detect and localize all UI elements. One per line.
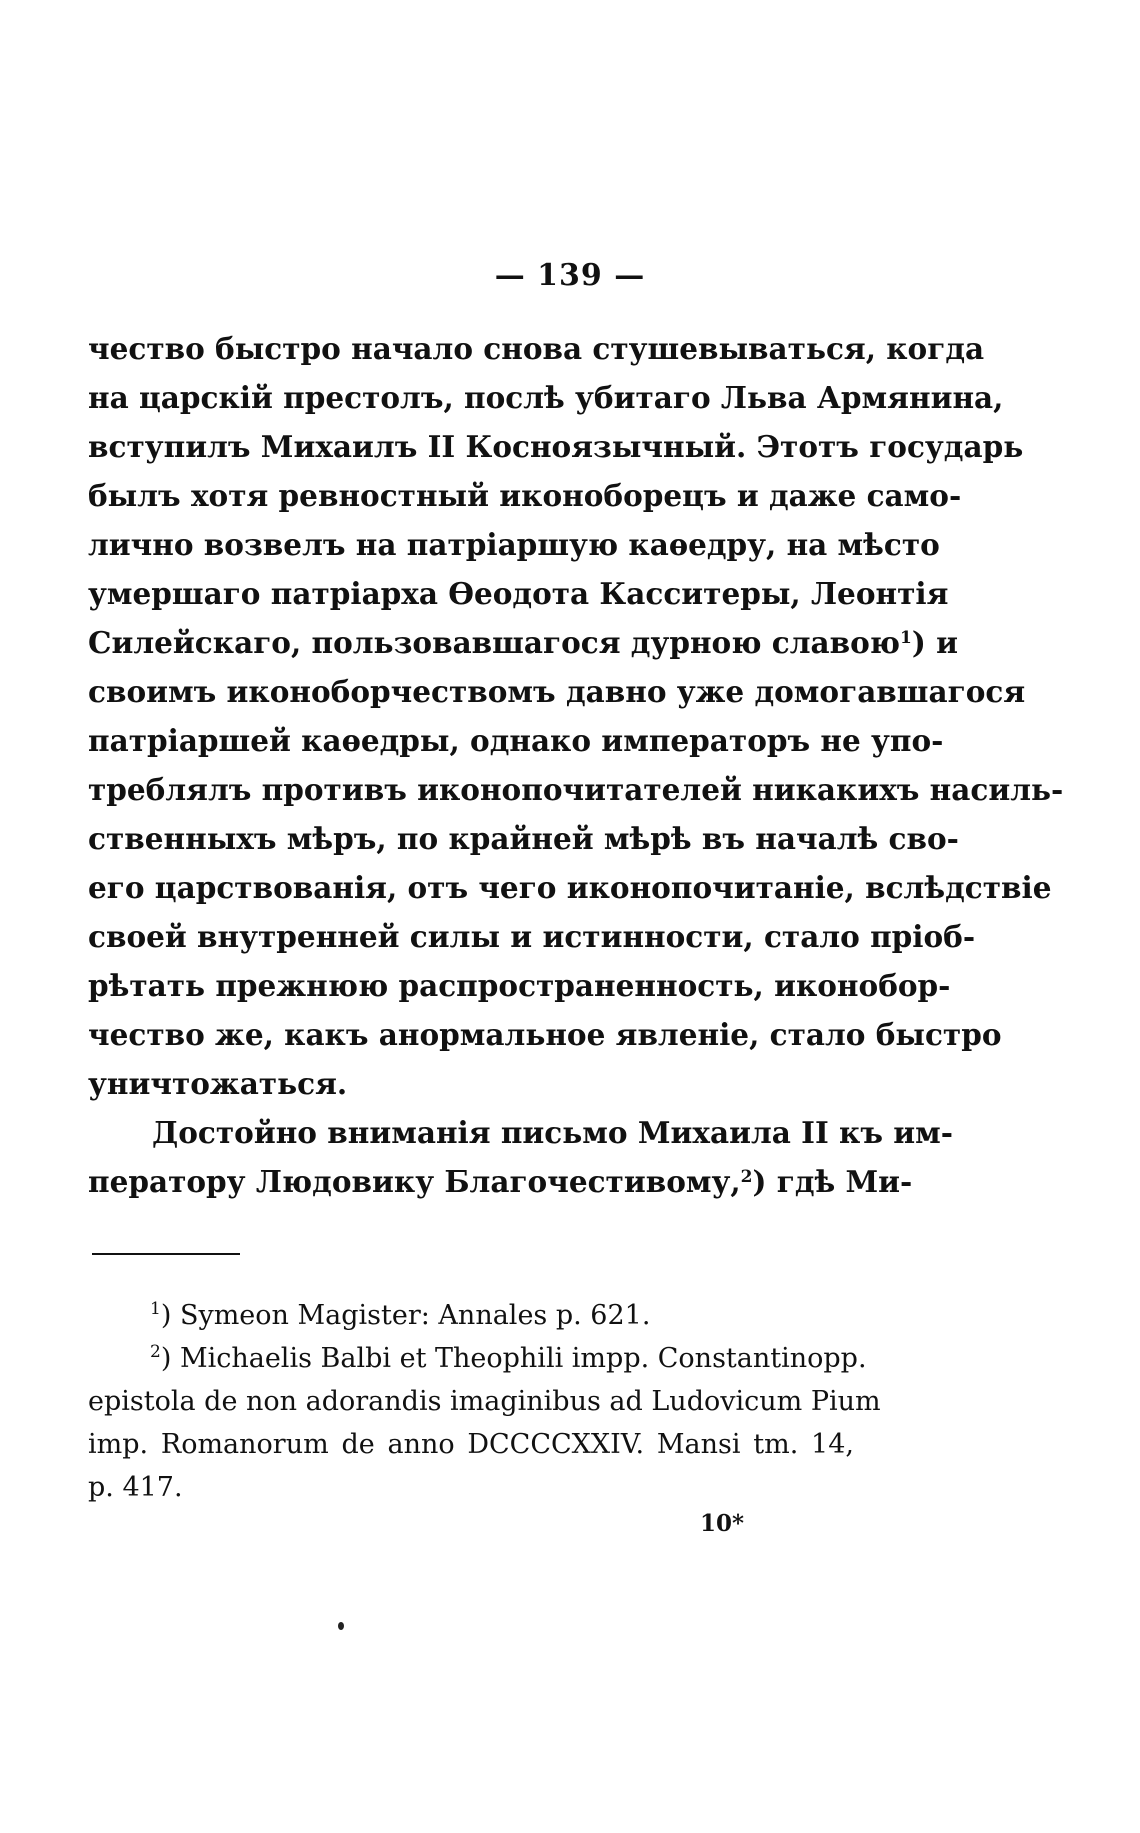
text-segment: ператору Людовику Благочестивому, <box>88 1164 741 1199</box>
text-line: чество же, какъ анормальное явленіе, стало быстро <box>88 1017 1002 1052</box>
text-line: патріаршей каѳедры, однако императоръ не упо- <box>88 723 944 758</box>
footnote-1 <box>88 1294 854 1337</box>
main-text <box>88 324 1064 1206</box>
text-line: треблялъ противъ иконопочитателей никакихъ насиль- <box>88 772 1064 807</box>
footnote-text: ) Symeon Magister: Annales p. 621. <box>160 1300 651 1331</box>
page-number: — 139 — <box>494 258 646 293</box>
text-line: его царствованія, отъ чего иконопочитаніе, вслѣдствіе <box>88 870 1052 905</box>
ink-speck <box>338 1622 344 1630</box>
signature-mark: 10* <box>700 1510 745 1537</box>
text-segment: Силейскаго, пользовавшагося дурною славою <box>88 625 901 660</box>
text-line: своей внутренней силы и истинности, стало пріоб- <box>88 919 976 954</box>
footnote-text: ) Michaelis Balbi et Theophili impp. Constantinopp. <box>160 1343 867 1374</box>
text-line: лично возвелъ на патріаршую каѳедру, на мѣсто <box>88 527 940 562</box>
text-line <box>88 1157 913 1206</box>
footnote-ref-1[interactable]: 1 <box>900 628 912 648</box>
footnote-2-line: epistola de non adorandis imaginibus ad Ludovicum Pium <box>88 1386 881 1417</box>
footnote-2-line: imp. Romanorum de anno DCCCCXXIV. Mansi tm. 14, <box>88 1429 854 1460</box>
text-line: умершаго патріарха Ѳеодота Касситеры, Леонтія <box>88 576 949 611</box>
text-line: на царскій престолъ, послѣ убитаго Льва Армянина, <box>88 380 1004 415</box>
text-line: ственныхъ мѣръ, по крайней мѣрѣ въ началѣ сво- <box>88 821 959 856</box>
text-segment: ) и <box>911 625 958 660</box>
text-line <box>88 618 958 667</box>
text-line: своимъ иконоборчествомъ давно уже домогавшагося <box>88 674 1026 709</box>
text-line: рѣтать прежнюю распространенность, иконобор- <box>88 968 951 1003</box>
footnotes <box>88 1294 881 1509</box>
footnote-divider <box>92 1253 240 1255</box>
footnote-2 <box>88 1337 867 1380</box>
footnote-mark: 2 <box>150 1342 161 1362</box>
text-line: чество быстро начало снова стушевываться, когда <box>88 331 985 366</box>
text-line: вступилъ Михаилъ II Косноязычный. Этотъ государь <box>88 429 1024 464</box>
text-line: былъ хотя ревностный иконоборецъ и даже само- <box>88 478 962 513</box>
text-line: уничтожаться. <box>88 1066 348 1101</box>
footnote-mark: 1 <box>150 1299 161 1319</box>
text-line: Достойно вниманія письмо Михаила II къ им- <box>152 1115 953 1150</box>
text-segment: ) гдѣ Ми- <box>752 1164 913 1199</box>
footnote-ref-2[interactable]: 2 <box>740 1167 753 1187</box>
footnote-2-line: p. 417. <box>88 1472 183 1503</box>
